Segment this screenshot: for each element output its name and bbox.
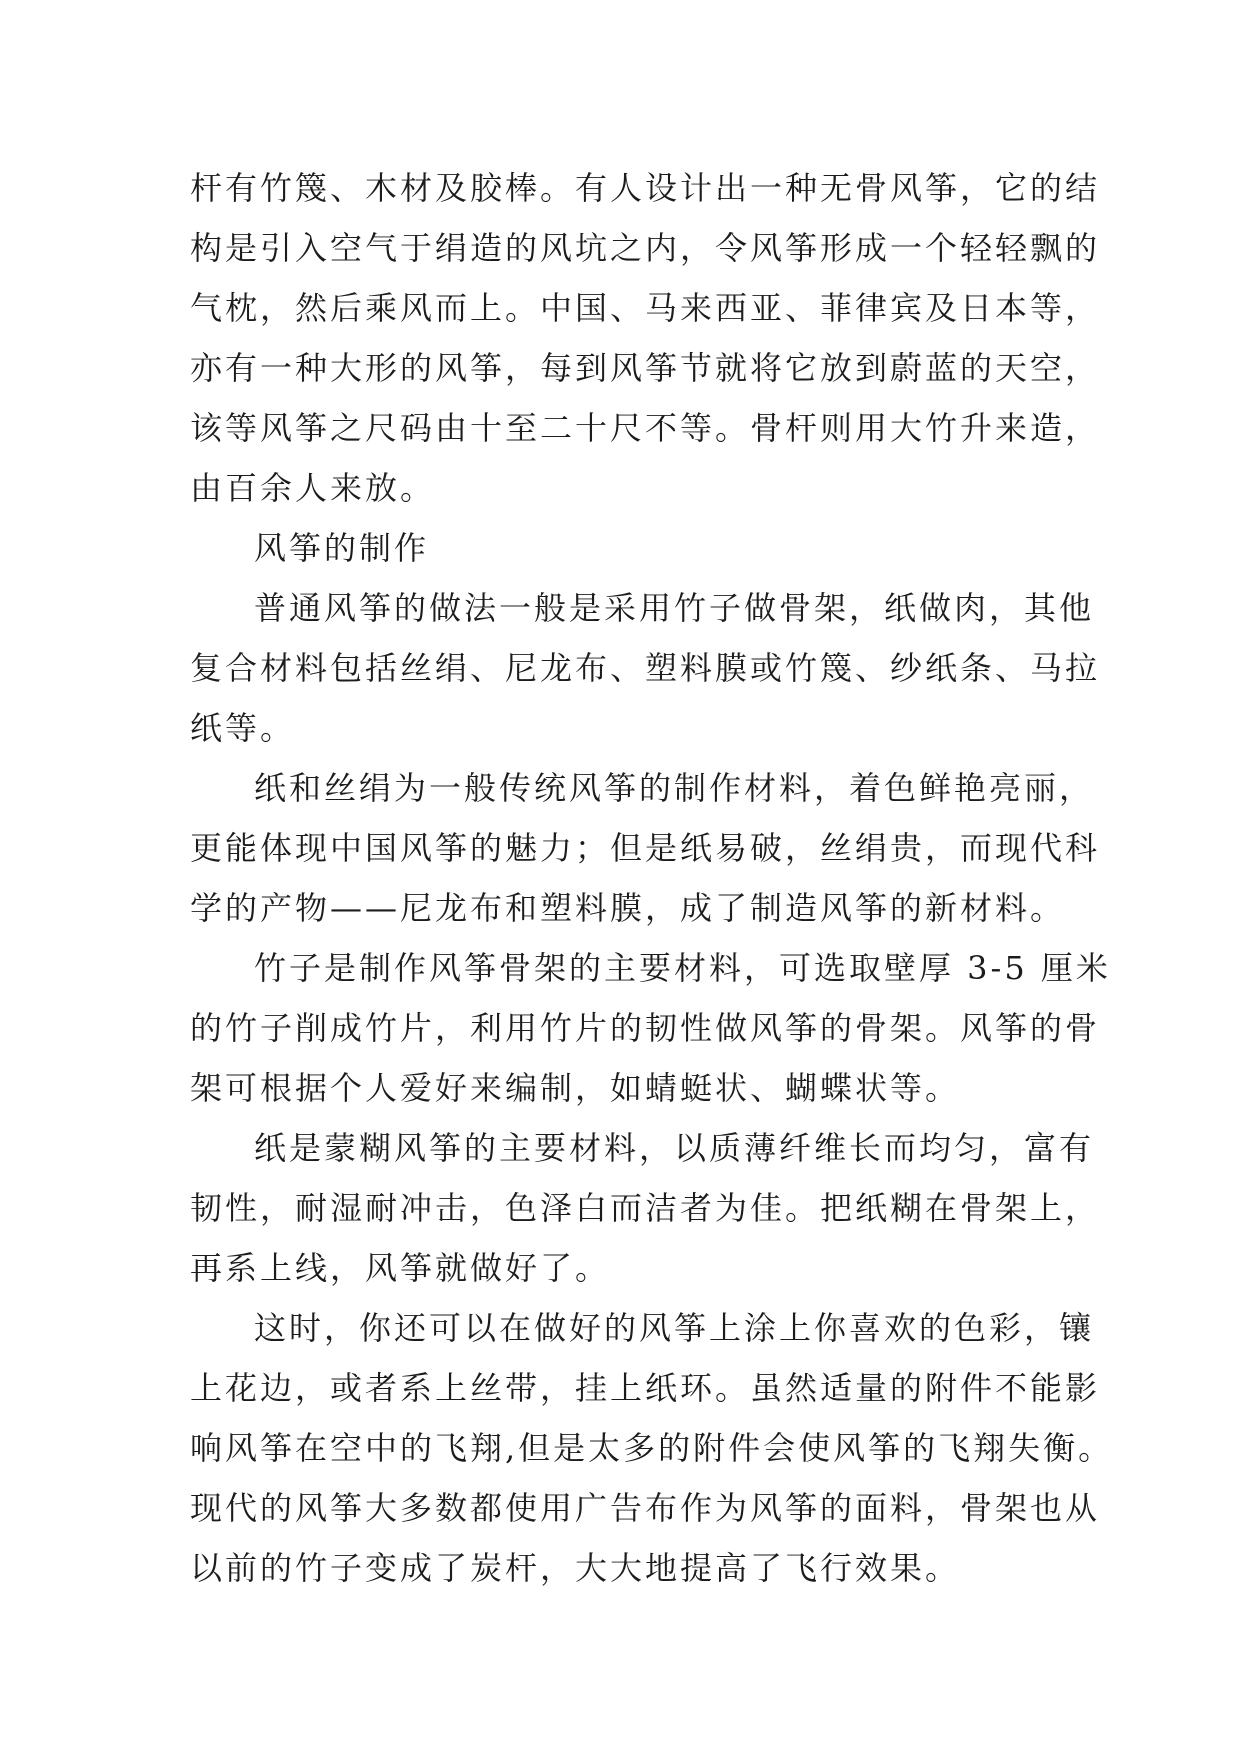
text-line: 纸和丝绢为一般传统风筝的制作材料，着色鲜艳亮丽，	[254, 769, 1095, 807]
text-line: 普通风筝的做法一般是采用竹子做骨架，纸做肉，其他	[254, 589, 1095, 627]
text-line: 再系上线，风筝就做好了。	[190, 1249, 611, 1287]
body-text	[190, 158, 1114, 1598]
text-line: 学的产物——尼龙布和塑料膜，成了制造风筝的新材料。	[190, 889, 1066, 927]
text-line: 该等风筝之尺码由十至二十尺不等。骨杆则用大竹升来造，	[190, 409, 1101, 447]
text-line: 韧性，耐湿耐冲击，色泽白而洁者为佳。把纸糊在骨架上，	[190, 1189, 1101, 1227]
text-line: 气枕，然后乘风而上。中国、马来西亚、菲律宾及日本等，	[190, 289, 1101, 327]
text-line: 纸是蒙糊风筝的主要材料，以质薄纤维长而均匀，富有	[254, 1129, 1095, 1167]
text-line: 以前的竹子变成了炭杆，大大地提高了飞行效果。	[190, 1549, 961, 1587]
section-heading: 风筝的制作	[254, 529, 430, 567]
text-line: 更能体现中国风筝的魅力；但是纸易破，丝绢贵，而现代科	[190, 829, 1101, 867]
text-line: 这时，你还可以在做好的风筝上涂上你喜欢的色彩，镶	[254, 1309, 1095, 1347]
text-line: 架可根据个人爱好来编制，如蜻蜓状、蝴蝶状等。	[190, 1069, 961, 1107]
text-line: 由百余人来放。	[190, 469, 436, 507]
text-line: 纸等。	[190, 709, 296, 747]
text-line: 现代的风筝大多数都使用广告布作为风筝的面料，骨架也从	[190, 1489, 1101, 1527]
text-line: 复合材料包括丝绢、尼龙布、塑料膜或竹篾、纱纸条、马拉	[190, 649, 1101, 687]
text-line: 构是引入空气于绢造的风坑之内，令风筝形成一个轻轻飘的	[190, 229, 1101, 267]
text-line: 杆有竹篾、木材及胶棒。有人设计出一种无骨风筝，它的结	[190, 169, 1101, 207]
text-line: 亦有一种大形的风筝，每到风筝节就将它放到蔚蓝的天空，	[190, 349, 1101, 387]
text-line: 上花边，或者系上丝带，挂上纸环。虽然适量的附件不能影	[190, 1369, 1101, 1407]
text-line: 响风筝在空中的飞翔,但是太多的附件会使风筝的飞翔失衡。	[190, 1429, 1114, 1467]
text-line: 竹子是制作风筝骨架的主要材料，可选取壁厚 3-5 厘米	[254, 949, 1111, 987]
text-line: 的竹子削成竹片，利用竹片的韧性做风筝的骨架。风筝的骨	[190, 1009, 1101, 1047]
